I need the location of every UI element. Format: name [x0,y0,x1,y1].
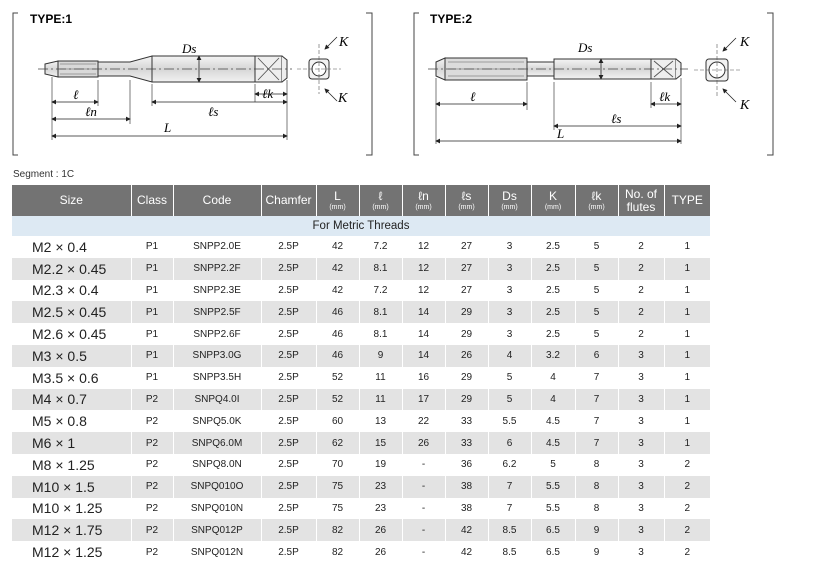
cell-L: 52 [316,367,359,389]
cell-code: SNPP3.0G [173,345,261,367]
cell-L: 52 [316,389,359,411]
type1-k-bottom-label: K [338,91,348,106]
header-type: TYPE [664,185,710,216]
cell-ln: 22 [402,410,445,432]
cell-size: M8 × 1.25 [12,454,131,476]
cell-flutes: 3 [618,367,664,389]
cell-class: P2 [131,519,173,541]
header-flutes: No. of flutes [618,185,664,216]
cell-code: SNPP2.0E [173,236,261,258]
cell-flutes: 3 [618,410,664,432]
header-size: Size [12,185,131,216]
cell-size: M2.5 × 0.45 [12,301,131,323]
cell-lk: 7 [575,432,618,454]
cell-ds: 6 [488,432,531,454]
table-body [12,216,710,563]
cell-chamfer: 2.5P [261,454,316,476]
cell-L: 42 [316,280,359,302]
cell-l: 23 [359,498,402,520]
cell-size: M2.6 × 0.45 [12,323,131,345]
type1-bracket-right [366,13,372,155]
cell-class: P1 [131,345,173,367]
header-ls: ℓs (mm) [445,185,488,216]
cell-type: 1 [664,367,710,389]
type2-k-top-label: K [740,35,750,50]
cell-size: M3.5 × 0.6 [12,367,131,389]
cell-lk: 7 [575,389,618,411]
table-header-row [12,185,710,216]
cell-type: 1 [664,345,710,367]
table-row [12,345,710,367]
cell-size: M4 × 0.7 [12,389,131,411]
cell-flutes: 3 [618,476,664,498]
header-ds: Ds (mm) [488,185,531,216]
table-row [12,498,710,520]
cell-class: P2 [131,454,173,476]
cell-ls: 29 [445,389,488,411]
group-label: For Metric Threads [12,216,710,236]
cell-k: 5.5 [531,476,575,498]
cell-ds: 5.5 [488,410,531,432]
cell-l: 23 [359,476,402,498]
cell-type: 2 [664,454,710,476]
cell-chamfer: 2.5P [261,345,316,367]
type1-ln-label: ℓn [85,104,97,119]
cell-code: SNPP3.5H [173,367,261,389]
cell-ds: 7 [488,476,531,498]
cell-ln: - [402,476,445,498]
cell-chamfer: 2.5P [261,280,316,302]
cell-L: 46 [316,345,359,367]
cell-chamfer: 2.5P [261,519,316,541]
cell-L: 75 [316,476,359,498]
type1-k-top-label: K [339,35,349,50]
cell-lk: 9 [575,519,618,541]
cell-l: 11 [359,367,402,389]
cell-class: P2 [131,541,173,563]
cell-class: P1 [131,301,173,323]
cell-flutes: 3 [618,345,664,367]
cell-chamfer: 2.5P [261,498,316,520]
cell-lk: 7 [575,410,618,432]
cell-lk: 6 [575,345,618,367]
cell-code: SNPQ8.0N [173,454,261,476]
cell-chamfer: 2.5P [261,541,316,563]
cell-ln: 17 [402,389,445,411]
cell-code: SNPP2.5F [173,301,261,323]
type2-ls-label: ℓs [611,111,622,126]
type1-diagram [13,12,372,155]
cell-flutes: 2 [618,301,664,323]
cell-code: SNPQ012P [173,519,261,541]
cell-lk: 8 [575,476,618,498]
cell-type: 2 [664,519,710,541]
cell-ls: 29 [445,323,488,345]
cell-ds: 3 [488,323,531,345]
cell-flutes: 2 [618,236,664,258]
header-k: K (mm) [531,185,575,216]
cell-type: 2 [664,541,710,563]
header-L: L (mm) [316,185,359,216]
cell-ln: - [402,541,445,563]
cell-ln: - [402,519,445,541]
cell-l: 26 [359,519,402,541]
cell-ds: 5 [488,367,531,389]
cell-flutes: 3 [618,519,664,541]
cell-ln: 14 [402,345,445,367]
cell-ds: 7 [488,498,531,520]
cell-chamfer: 2.5P [261,323,316,345]
cell-ls: 42 [445,519,488,541]
cell-chamfer: 2.5P [261,389,316,411]
table-row [12,410,710,432]
cell-type: 2 [664,498,710,520]
cell-size: M6 × 1 [12,432,131,454]
cell-ds: 3 [488,301,531,323]
cell-class: P1 [131,236,173,258]
cell-L: 42 [316,236,359,258]
cell-code: SNPQ010O [173,476,261,498]
header-class: Class [131,185,173,216]
table-row [12,301,710,323]
cell-ls: 27 [445,236,488,258]
cell-ls: 38 [445,498,488,520]
cell-size: M2.3 × 0.4 [12,280,131,302]
cell-flutes: 3 [618,498,664,520]
type2-l-label: ℓ [470,89,476,104]
cell-ds: 3 [488,280,531,302]
cell-k: 6.5 [531,541,575,563]
cell-k: 2.5 [531,323,575,345]
cell-size: M2 × 0.4 [12,236,131,258]
cell-L: 62 [316,432,359,454]
cell-ds: 4 [488,345,531,367]
cell-k: 5.5 [531,498,575,520]
table-row [12,432,710,454]
cell-size: M5 × 0.8 [12,410,131,432]
cell-chamfer: 2.5P [261,410,316,432]
cell-L: 75 [316,498,359,520]
cell-code: SNPQ010N [173,498,261,520]
cell-chamfer: 2.5P [261,432,316,454]
cell-class: P1 [131,323,173,345]
type1-title: TYPE:1 [30,12,73,26]
cell-k: 5 [531,454,575,476]
header-ln: ℓn (mm) [402,185,445,216]
cell-L: 70 [316,454,359,476]
cell-ds: 6.2 [488,454,531,476]
cell-l: 8.1 [359,301,402,323]
cell-ds: 3 [488,258,531,280]
type2-title: TYPE:2 [430,12,473,26]
cell-l: 15 [359,432,402,454]
cell-class: P1 [131,367,173,389]
cell-code: SNPQ4.0I [173,389,261,411]
type2-ds-label: Ds [578,40,593,55]
cell-lk: 7 [575,367,618,389]
cell-ls: 27 [445,258,488,280]
cell-ln: 12 [402,280,445,302]
cell-code: SNPQ6.0M [173,432,261,454]
type2-k-bottom-label: K [740,98,750,113]
header-lk: ℓk (mm) [575,185,618,216]
cell-k: 2.5 [531,301,575,323]
cell-l: 7.2 [359,236,402,258]
header-l: ℓ (mm) [359,185,402,216]
cell-l: 26 [359,541,402,563]
cell-ln: 14 [402,301,445,323]
cell-L: 46 [316,323,359,345]
tap-diagrams [0,0,817,165]
cell-code: SNPP2.3E [173,280,261,302]
cell-L: 42 [316,258,359,280]
cell-chamfer: 2.5P [261,367,316,389]
cell-ds: 3 [488,236,531,258]
cell-type: 1 [664,410,710,432]
cell-class: P2 [131,476,173,498]
cell-size: M12 × 1.25 [12,541,131,563]
cell-k: 4 [531,389,575,411]
cell-ls: 26 [445,345,488,367]
cell-k: 6.5 [531,519,575,541]
cell-l: 9 [359,345,402,367]
segment-label: Segment : 1C [13,169,75,180]
diagram-canvas [0,0,817,165]
cell-flutes: 2 [618,258,664,280]
cell-l: 8.1 [359,258,402,280]
cell-type: 1 [664,258,710,280]
cell-lk: 5 [575,280,618,302]
table-row [12,519,710,541]
cell-L: 82 [316,541,359,563]
cell-lk: 5 [575,323,618,345]
cell-ls: 27 [445,280,488,302]
type2-bracket-right [767,13,773,155]
table-row [12,323,710,345]
type1-ls-label: ℓs [208,104,219,119]
cell-type: 1 [664,301,710,323]
type1-lk-label: ℓk [262,86,274,101]
table-row [12,367,710,389]
cell-code: SNPP2.6F [173,323,261,345]
cell-ln: 14 [402,323,445,345]
type1-L-label: L [164,120,172,135]
cell-class: P2 [131,432,173,454]
header-chamfer: Chamfer [261,185,316,216]
type2-L-label: L [557,126,565,141]
cell-lk: 5 [575,236,618,258]
group-row [12,216,710,236]
cell-lk: 8 [575,454,618,476]
type1-ds-label: Ds [182,41,197,56]
cell-ln: 26 [402,432,445,454]
cell-ls: 38 [445,476,488,498]
cell-k: 2.5 [531,258,575,280]
table-row [12,280,710,302]
cell-flutes: 3 [618,389,664,411]
cell-size: M2.2 × 0.45 [12,258,131,280]
type1-l-label: ℓ [73,87,79,102]
cell-code: SNPQ5.0K [173,410,261,432]
cell-L: 46 [316,301,359,323]
type2-bracket-left [414,13,419,155]
cell-size: M12 × 1.75 [12,519,131,541]
cell-ls: 36 [445,454,488,476]
spec-table [12,185,710,563]
cell-ls: 42 [445,541,488,563]
cell-k: 4.5 [531,410,575,432]
cell-ds: 8.5 [488,541,531,563]
cell-code: SNPP2.2F [173,258,261,280]
cell-chamfer: 2.5P [261,258,316,280]
cell-type: 1 [664,432,710,454]
cell-type: 1 [664,389,710,411]
cell-class: P2 [131,498,173,520]
table-row [12,476,710,498]
cell-ln: 16 [402,367,445,389]
cell-type: 2 [664,476,710,498]
cell-class: P2 [131,410,173,432]
cell-L: 82 [316,519,359,541]
cell-ds: 8.5 [488,519,531,541]
cell-k: 2.5 [531,236,575,258]
cell-class: P2 [131,389,173,411]
table-row [12,236,710,258]
cell-ls: 33 [445,410,488,432]
cell-L: 60 [316,410,359,432]
cell-ls: 29 [445,367,488,389]
cell-l: 7.2 [359,280,402,302]
cell-chamfer: 2.5P [261,236,316,258]
cell-lk: 9 [575,541,618,563]
cell-k: 3.2 [531,345,575,367]
cell-type: 1 [664,236,710,258]
table-row [12,541,710,563]
cell-class: P1 [131,280,173,302]
cell-chamfer: 2.5P [261,301,316,323]
cell-ls: 33 [445,432,488,454]
cell-l: 8.1 [359,323,402,345]
cell-lk: 8 [575,498,618,520]
cell-flutes: 3 [618,454,664,476]
cell-k: 2.5 [531,280,575,302]
cell-type: 1 [664,280,710,302]
cell-lk: 5 [575,258,618,280]
cell-code: SNPQ012N [173,541,261,563]
cell-l: 11 [359,389,402,411]
cell-ds: 5 [488,389,531,411]
cell-size: M10 × 1.5 [12,476,131,498]
cell-flutes: 3 [618,432,664,454]
cell-ln: 12 [402,258,445,280]
table-row [12,258,710,280]
cell-flutes: 2 [618,323,664,345]
type2-lk-label: ℓk [659,89,671,104]
cell-ln: - [402,454,445,476]
cell-k: 4 [531,367,575,389]
cell-flutes: 2 [618,280,664,302]
table-row [12,454,710,476]
cell-class: P1 [131,258,173,280]
cell-ln: 12 [402,236,445,258]
cell-l: 13 [359,410,402,432]
cell-k: 4.5 [531,432,575,454]
cell-chamfer: 2.5P [261,476,316,498]
cell-l: 19 [359,454,402,476]
cell-flutes: 3 [618,541,664,563]
cell-size: M3 × 0.5 [12,345,131,367]
type2-diagram [414,12,773,155]
type1-bracket-left [13,13,18,155]
cell-ls: 29 [445,301,488,323]
cell-ln: - [402,498,445,520]
cell-size: M10 × 1.25 [12,498,131,520]
cell-type: 1 [664,323,710,345]
cell-lk: 5 [575,301,618,323]
header-code: Code [173,185,261,216]
table-row [12,389,710,411]
